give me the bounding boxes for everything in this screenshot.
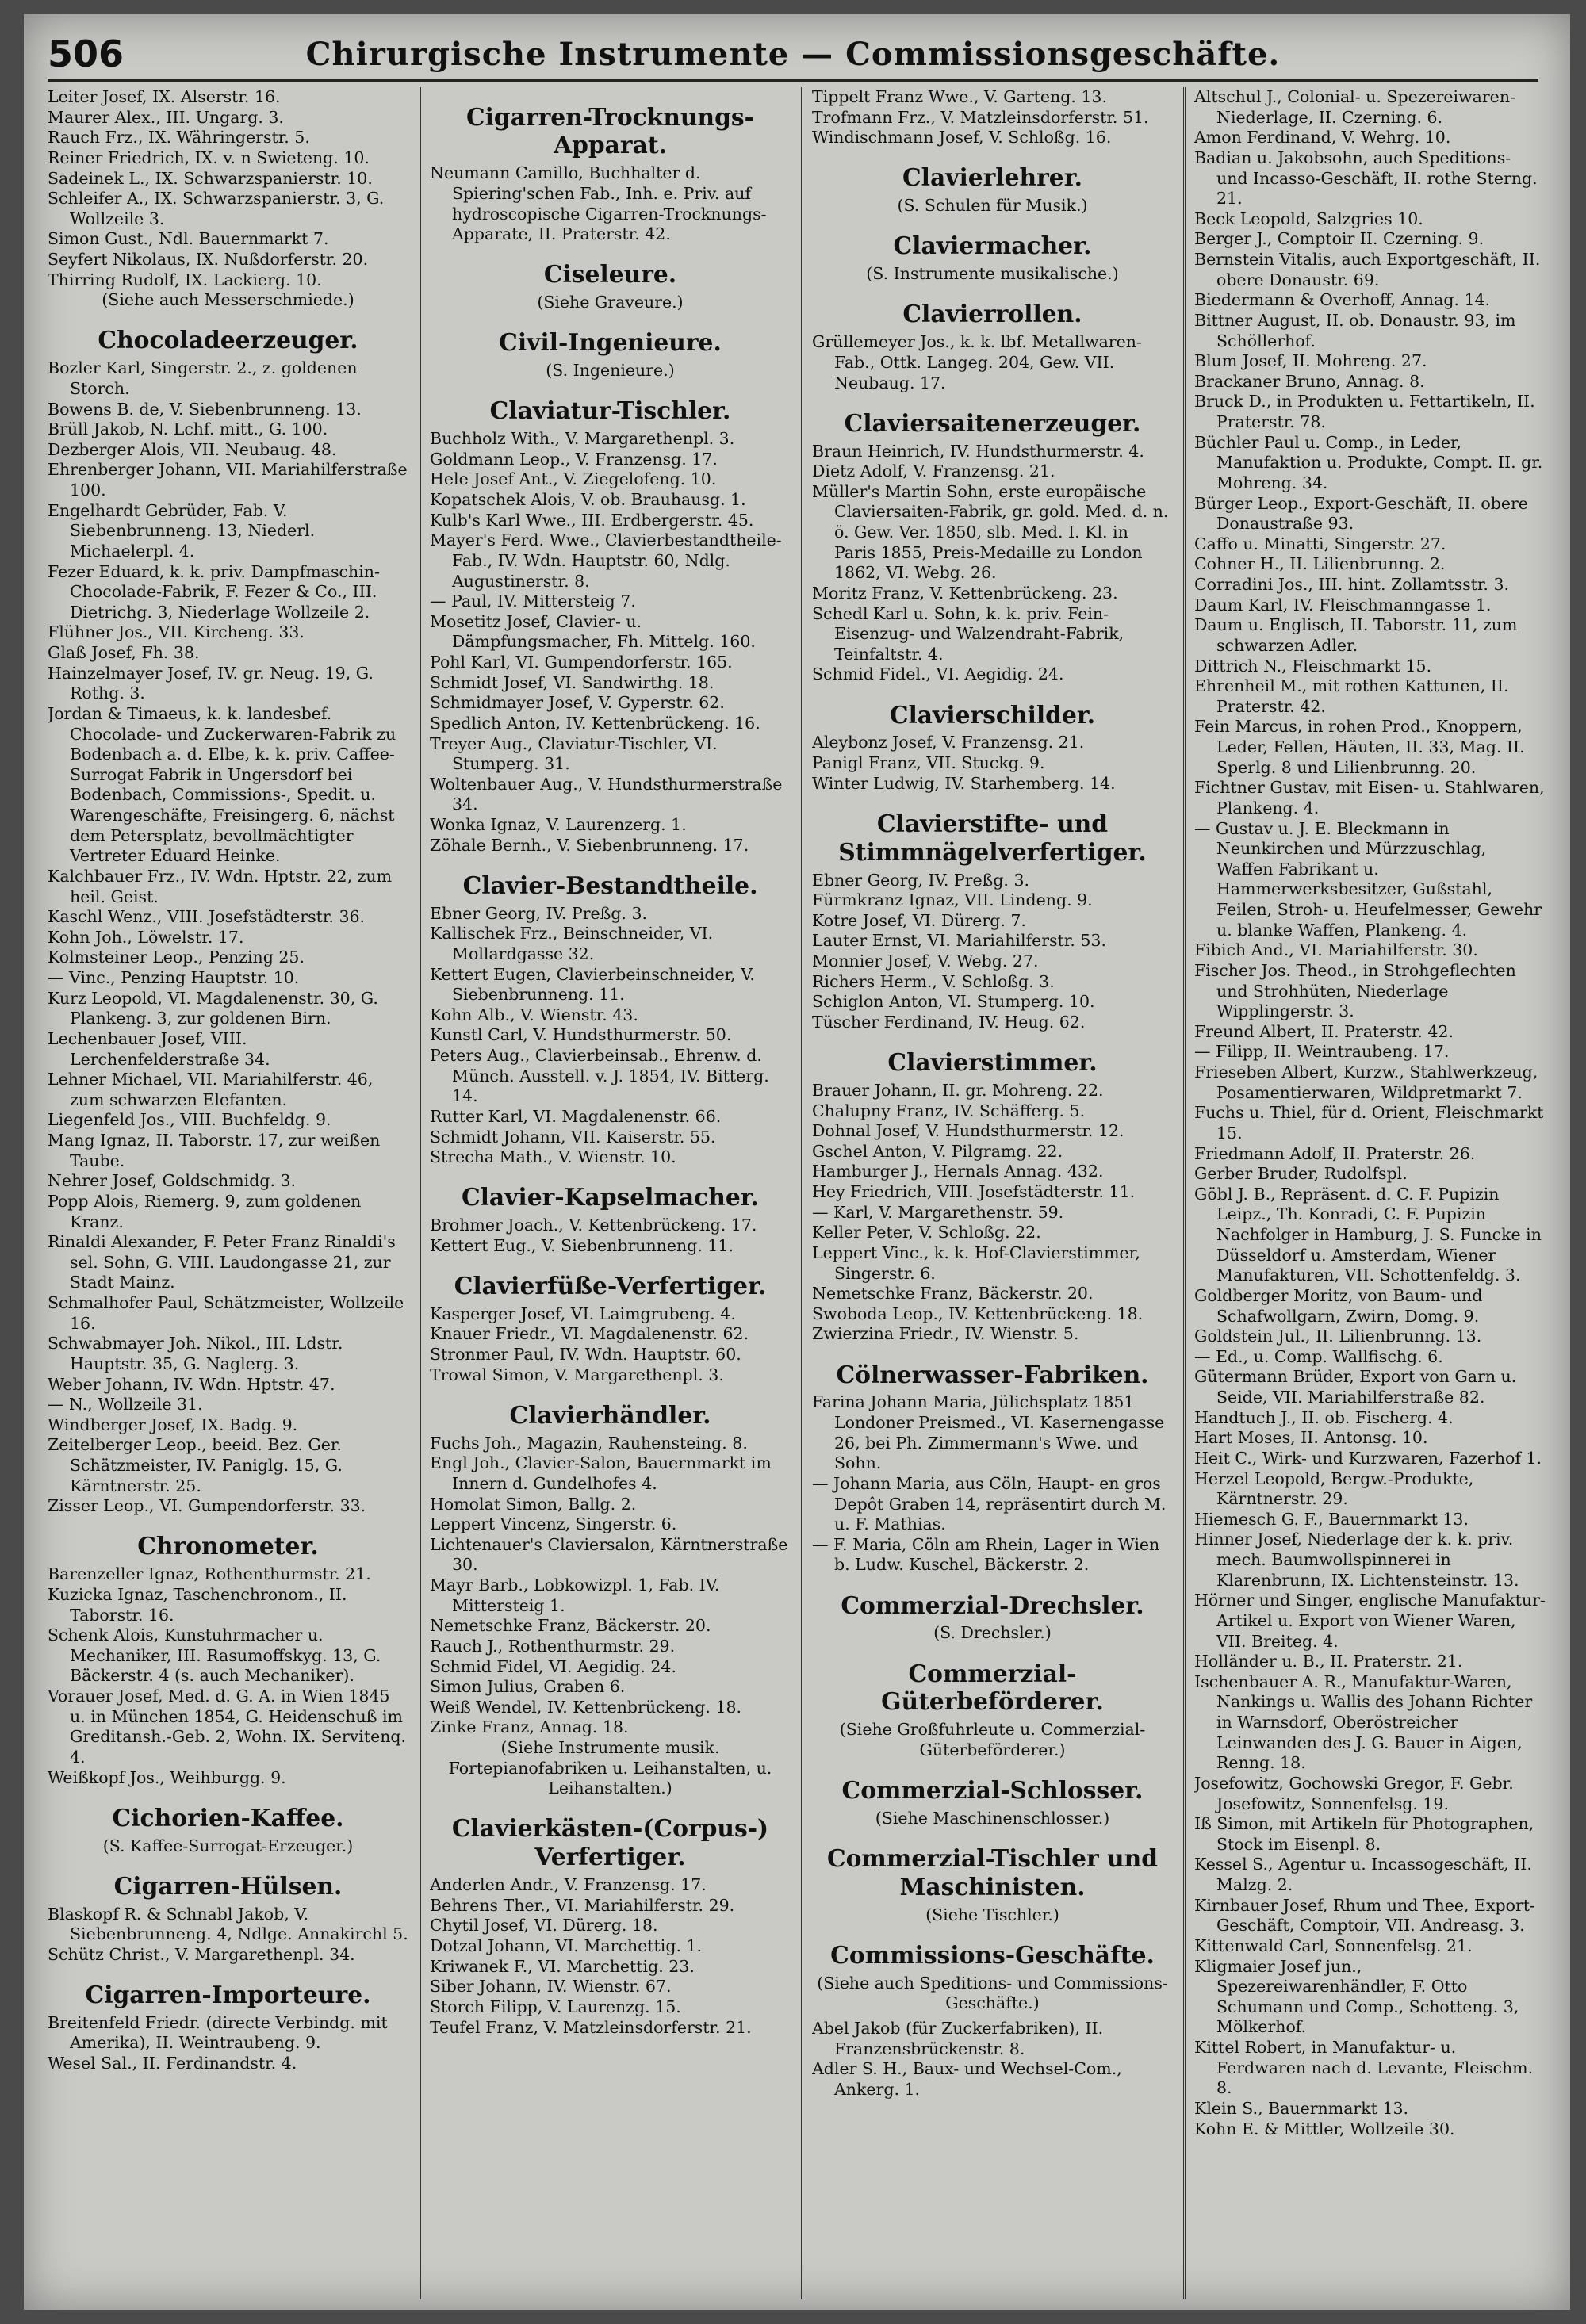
directory-entry: Göbl J. B., Repräsent. d. C. F. Pupizin Leipz., Th. Konradi, C. F. Pupizin Nachfolger in Hamburg, J. S. Funcke in Düsseldorf u. Amsterdam, Wiener Manufakturen, VII. Schottenfeldg. 3.	[1194, 1184, 1542, 1285]
section-heading: Claviatur-Tischler.	[489, 397, 731, 426]
directory-entry: Rinaldi Alexander, F. Peter Franz Rinaldi's sel. Sohn, G. VIII. Laudongasse 21, zur Stadt Mainz.	[48, 1232, 396, 1292]
directory-entry: Barenzeller Ignaz, Rothenthurmstr. 21.	[48, 1564, 371, 1584]
directory-entry: Kolmsteiner Leop., Penzing 25.	[48, 948, 305, 967]
directory-entry: Cohner H., II. Lilienbrunng. 2.	[1194, 554, 1446, 574]
section-heading: Clavierschilder.	[889, 701, 1096, 729]
section-heading: Ciseleure.	[543, 261, 677, 289]
column-2	[430, 87, 791, 2299]
directory-entry: Wesel Sal., II. Ferdinandstr. 4.	[48, 2054, 297, 2073]
directory-entry: Liegenfeld Jos., VIII. Buchfeldg. 9.	[48, 1110, 331, 1130]
directory-entry: Kirnbauer Josef, Rhum und Thee, Export-Geschäft, Comptoir, VII. Andreasg. 3.	[1194, 1895, 1535, 1935]
directory-entry: Schmidt Josef, VI. Sandwirthg. 18.	[430, 672, 714, 692]
cross-reference-note: (Siehe auch Messerschmiede.)	[102, 290, 354, 310]
page-number: 506	[48, 33, 125, 75]
directory-entry: Trowal Simon, V. Margarethenpl. 3.	[430, 1365, 724, 1384]
directory-entry: Bernstein Vitalis, auch Exportgeschäft, II. obere Donaustr. 69.	[1194, 250, 1541, 289]
columns-container	[48, 87, 1546, 2299]
directory-entry: Fibich And., VI. Mariahilferstr. 30.	[1194, 940, 1478, 960]
cross-reference-note: (S. Drechsler.)	[933, 1623, 1052, 1643]
directory-entry: Behrens Ther., VI. Mariahilferstr. 29.	[430, 1895, 735, 1915]
directory-entry: Dohnal Josef, V. Hundsthurmerstr. 12.	[812, 1121, 1124, 1141]
directory-entry: Weißkopf Jos., Weihburgg. 9.	[48, 1767, 286, 1787]
directory-entry: Hamburger J., Hernals Annag. 432.	[812, 1162, 1104, 1181]
directory-entry: Homolat Simon, Ballg. 2.	[430, 1494, 637, 1514]
section-heading: Cigarren-Trocknungs-Apparat.	[465, 103, 754, 160]
directory-entry: Nehrer Josef, Goldschmidg. 3.	[48, 1171, 297, 1191]
directory-entry: Fürmkranz Ignaz, VII. Lindeng. 9.	[812, 890, 1093, 910]
directory-entry: — N., Wollzeile 31.	[48, 1395, 203, 1415]
directory-entry: Hinner Josef, Niederlage der k. k. priv. mech. Baumwollspinnerei in Klarenbrunn, IX. Lichtensteinstr. 13.	[1194, 1530, 1519, 1590]
column-rule	[419, 87, 421, 2299]
directory-entry: Hart Moses, II. Antonsg. 10.	[1194, 1428, 1428, 1448]
directory-entry: Rutter Karl, VI. Magdalenenstr. 66.	[430, 1106, 722, 1126]
column-3	[812, 87, 1173, 2299]
section-heading: Clavierlehrer.	[902, 164, 1082, 193]
directory-entry: Fuchs Joh., Magazin, Rauhensteing. 8.	[430, 1433, 748, 1453]
directory-entry: Hainzelmayer Josef, IV. gr. Neug. 19, G. Rothg. 3.	[48, 663, 374, 703]
directory-entry: Treyer Aug., Claviatur-Tischler, VI. Stumperg. 31.	[430, 733, 718, 774]
directory-entry: Bowens B. de, V. Siebenbrunneng. 13.	[48, 399, 362, 419]
directory-entry: Nemetschke Franz, Bäckerstr. 20.	[812, 1284, 1094, 1304]
directory-entry: Blum Josef, II. Mohreng. 27.	[1194, 351, 1427, 371]
directory-entry: Dittrich N., Fleischmarkt 15.	[1194, 656, 1432, 676]
directory-entry: Kurz Leopold, VI. Magdalenenstr. 30, G. Plankeng. 3, zur goldenen Birn.	[48, 988, 378, 1028]
directory-entry: Heit C., Wirk- und Kurzwaren, Fazerhof 1.	[1194, 1448, 1542, 1468]
directory-entry: Anderlen Andr., V. Franzensg. 17.	[430, 1875, 707, 1895]
section-heading: Cigarren-Importeure.	[85, 1981, 371, 2009]
directory-entry: Pohl Karl, VI. Gumpendorferstr. 165.	[430, 653, 733, 672]
directory-entry: Corradini Jos., III. hint. Zollamtsstr. 3.	[1194, 575, 1510, 594]
directory-entry: Lechenbauer Josef, VIII. Lerchenfelderstraße 34.	[48, 1028, 270, 1069]
directory-entry: Hey Friedrich, VIII. Josefstädterstr. 11.	[812, 1182, 1136, 1201]
directory-entry: Seyfert Nikolaus, IX. Nußdorferstr. 20.	[48, 250, 369, 269]
directory-entry: Chalupny Franz, IV. Schäfferg. 5.	[812, 1101, 1086, 1120]
cross-reference-note: (S. Kaffee-Surrogat-Erzeuger.)	[102, 1836, 354, 1855]
directory-entry: Abel Jakob (für Zuckerfabriken), II. Franzensbrückenstr. 8.	[812, 2019, 1104, 2058]
cross-reference-note: (Siehe Graveure.)	[537, 293, 684, 312]
directory-entry: Winter Ludwig, IV. Starhemberg. 14.	[812, 773, 1116, 793]
directory-entry: Kasperger Josef, VI. Laimgrubeng. 4.	[430, 1304, 736, 1323]
directory-entry: Leppert Vinc., k. k. Hof-Clavierstimmer, Singerstr. 6.	[812, 1242, 1140, 1283]
directory-entry: Holländer u. B., II. Praterstr. 21.	[1194, 1652, 1463, 1671]
directory-entry: — Vinc., Penzing Hauptstr. 10.	[48, 968, 300, 987]
page-title: Chirurgische Instrumente — Commissionsgeschäfte.	[305, 35, 1281, 73]
section-heading: Clavier-Kapselmacher.	[461, 1184, 760, 1212]
directory-entry: Moritz Franz, V. Kettenbrückeng. 23.	[812, 583, 1118, 603]
directory-entry: Engelhardt Gebrüder, Fab. V. Siebenbrunneng. 13, Niederl. Michaelerpl. 4.	[48, 500, 316, 561]
cross-reference-note: (S. Ingenieure.)	[546, 361, 675, 381]
directory-entry: Kallischek Frz., Beinschneider, VI. Mollardgasse 32.	[430, 924, 714, 963]
directory-entry: Hörner und Singer, englische Manufaktur-Artikel u. Export von Wiener Waren, VII. Breiteg. 4.	[1194, 1591, 1546, 1651]
directory-entry: Brüll Jakob, N. Lchf. mitt., G. 100.	[48, 419, 328, 439]
directory-entry: Fischer Jos. Theod., in Strohgeflechten und Strohhüten, Niederlage Wipplingerstr. 3.	[1194, 960, 1516, 1021]
directory-entry: Schmalhofer Paul, Schätzmeister, Wollzeile 16.	[48, 1293, 404, 1333]
directory-entry: Bürger Leop., Export-Geschäft, II. obere Donaustraße 93.	[1194, 493, 1528, 534]
directory-entry: Weber Johann, IV. Wdn. Hptstr. 47.	[48, 1374, 335, 1394]
column-rule	[1183, 87, 1186, 2299]
directory-entry: Schmid Fidel, VI. Aegidig. 24.	[430, 1656, 676, 1676]
directory-entry: Peters Aug., Clavierbeinsab., Ehrenw. d. Münch. Ausstell. v. J. 1854, IV. Bitterg. 14.	[430, 1046, 769, 1106]
directory-entry: — Karl, V. Margarethenstr. 59.	[812, 1202, 1064, 1222]
section-heading: Commerzial-Schlosser.	[841, 1777, 1144, 1805]
directory-entry: Biedermann & Overhoff, Annag. 14.	[1194, 290, 1491, 310]
directory-entry: — Gustav u. J. E. Bleckmann in Neunkirchen und Mürzzuschlag, Waffen Fabrikant u. Hammerwerksbesitzer, Gußstahl, Feilen, Stroh- u. Heufelmesser, Gewehr u. blanke Waffen, Plankeng. 4.	[1194, 818, 1542, 940]
cross-reference-note: (Siehe Großfuhrleute u. Commerzial-Güterbeförderer.)	[839, 1720, 1146, 1759]
directory-entry: Fichtner Gustav, mit Eisen- u. Stahlwaren, Plankeng. 4.	[1194, 778, 1545, 817]
directory-entry: Iß Simon, mit Artikeln für Photographen, Stock im Eisenpl. 8.	[1194, 1814, 1534, 1854]
directory-entry: Kohn Joh., Löwelstr. 17.	[48, 927, 244, 947]
directory-entry: Adler S. H., Baux- und Wechsel-Com., Ankerg. 1.	[812, 2059, 1122, 2099]
section-heading: Clavierstimmer.	[887, 1049, 1098, 1077]
section-heading: Clavierkästen-(Corpus-) Verfertiger.	[451, 1815, 769, 1872]
directory-entry: Neumann Camillo, Buchhalter d. Spiering'schen Fab., Inh. e. Priv. auf hydroscopische Cigarren-Trocknungs-Apparate, II. Praterstr. 42.	[430, 163, 767, 244]
directory-entry: Müller's Martin Sohn, erste europäische Claviersaiten-Fabrik, gr. gold. Med. d. n. ö. Gew. Ver. 1850, slb. Med. I. Kl. in Paris 1855, Preis-Medaille zu London 1862, VI. Webg. 26.	[812, 481, 1169, 583]
directory-entry: Büchler Paul u. Comp., in Leder, Manufaktion u. Produkte, Compt. II. gr. Mohreng. 34.	[1194, 432, 1543, 492]
directory-entry: Kopatschek Alois, V. ob. Brauhausg. 1.	[430, 490, 746, 509]
directory-entry: Kittel Robert, in Manufaktur- u. Ferdwaren nach d. Levante, Fleischm. 8.	[1194, 2038, 1534, 2098]
directory-entry: Schwabmayer Joh. Nikol., III. Ldstr. Hauptstr. 35, G. Naglerg. 3.	[48, 1334, 343, 1373]
directory-entry: Zeitelberger Leop., beeid. Bez. Ger. Schätzmeister, IV. Paniglg. 15, G. Kärntnerstr. 25.	[48, 1435, 343, 1495]
directory-entry: Wonka Ignaz, V. Laurenzerg. 1.	[430, 815, 687, 834]
cross-reference-note: (Siehe Instrumente musik. Fortepianofabriken u. Leihanstalten, u. Leihanstalten.)	[448, 1738, 772, 1798]
directory-entry: Glaß Josef, Fh. 38.	[48, 643, 200, 662]
directory-entry: Altschul J., Colonial- u. Spezereiwaren-Niederlage, II. Czerning. 6.	[1194, 87, 1515, 127]
directory-entry: Rauch J., Rothenthurmstr. 29.	[430, 1636, 676, 1656]
directory-entry: Beck Leopold, Salzgries 10.	[1194, 209, 1423, 228]
section-heading: Claviermacher.	[893, 232, 1092, 261]
directory-entry: Simon Julius, Graben 6.	[430, 1677, 626, 1697]
section-heading: Clavier-Bestandtheile.	[462, 871, 758, 900]
directory-entry: Aleybonz Josef, V. Franzensg. 21.	[812, 733, 1085, 752]
directory-entry: Schleifer A., IX. Schwarzspanierstr. 3, G. Wollzeile 3.	[48, 189, 385, 228]
directory-entry: Kessel S., Agentur u. Incassogeschäft, II. Malzg. 2.	[1194, 1855, 1532, 1894]
directory-entry: Braun Heinrich, IV. Hundsthurmerstr. 4.	[812, 441, 1144, 461]
section-heading: Cichorien-Kaffee.	[112, 1804, 344, 1832]
directory-entry: Rauch Frz., IX. Währingerstr. 5.	[48, 128, 310, 147]
directory-entry: — F. Maria, Cöln am Rhein, Lager in Wien b. Ludw. Kuschel, Bäckerstr. 2.	[812, 1534, 1160, 1575]
directory-entry: Grüllemeyer Jos., k. k. lbf. Metallwaren-Fab., Ottk. Langeg. 204, Gew. VII. Neubaug. 17.	[812, 332, 1142, 392]
directory-entry: — Johann Maria, aus Cöln, Haupt- en gros Depôt Graben 14, repräsentirt durch M. u. F. Mathias.	[812, 1473, 1167, 1534]
directory-entry: — Filipp, II. Weintraubeng. 17.	[1194, 1042, 1450, 1062]
directory-entry: Bittner August, II. ob. Donaustr. 93, im Schöllerhof.	[1194, 310, 1516, 350]
directory-entry: Thirring Rudolf, IX. Lackierg. 10.	[48, 270, 322, 289]
section-heading: Chronometer.	[137, 1533, 319, 1561]
directory-entry: Strecha Math., V. Wienstr. 10.	[430, 1147, 676, 1167]
directory-entry: Lehner Michael, VII. Mariahilferstr. 46, zum schwarzen Elefanten.	[48, 1070, 374, 1109]
directory-entry: Kettert Eug., V. Siebenbrunneng. 11.	[430, 1235, 734, 1255]
directory-entry: Swoboda Leop., IV. Kettenbrückeng. 18.	[812, 1304, 1144, 1323]
directory-entry: Kaschl Wenz., VIII. Josefstädterstr. 36.	[48, 907, 366, 927]
section-heading: Clavierhändler.	[509, 1401, 711, 1430]
directory-entry: Schmidt Johann, VII. Kaiserstr. 55.	[430, 1127, 716, 1147]
directory-entry: Zwierzina Friedr., IV. Wienstr. 5.	[812, 1324, 1079, 1344]
directory-entry: Kriwanek F., VI. Marchettig. 23.	[430, 1956, 695, 1976]
directory-entry: Schiglon Anton, VI. Stumperg. 10.	[812, 992, 1095, 1012]
directory-entry: Zöhale Bernh., V. Siebenbrunneng. 17.	[430, 835, 749, 855]
directory-entry: Keller Peter, V. Schloßg. 22.	[812, 1223, 1041, 1242]
directory-entry: Gütermann Brüder, Export von Garn u. Seide, VII. Mariahilferstraße 82.	[1194, 1367, 1517, 1407]
column-rule	[801, 87, 803, 2299]
directory-entry: Reiner Friedrich, IX. v. n Swieteng. 10.	[48, 147, 370, 167]
directory-entry: Ebner Georg, IV. Preßg. 3.	[430, 903, 648, 923]
directory-entry: Flühner Jos., VII. Kircheng. 33.	[48, 622, 305, 642]
directory-entry: Zinke Franz, Annag. 18.	[430, 1717, 629, 1737]
directory-entry: Teufel Franz, V. Matzleinsdorferstr. 21.	[430, 2017, 752, 2037]
directory-entry: Schmid Fidel., VI. Aegidig. 24.	[812, 664, 1064, 684]
directory-entry: Jordan & Timaeus, k. k. landesbef. Chocolade- und Zuckerwaren-Fabrik zu Bodenbach a. d. Elbe, k. k. priv. Caffee-Surrogat Fabrik in Ungersdorf bei Bodenbach, Commissions-, Spedit. u. Warengeschäfte, Freisingerg. 6, nächst dem Petersplatz, bevollmächtigter Vertreter Eduard Heinke.	[48, 703, 396, 866]
directory-entry: Spedlich Anton, IV. Kettenbrückeng. 16.	[430, 713, 760, 733]
directory-entry: Herzel Leopold, Bergw.-Produkte, Kärntnerstr. 29.	[1194, 1468, 1474, 1509]
directory-entry: Daum Karl, IV. Fleischmanngasse 1.	[1194, 595, 1492, 615]
section-heading: Clavierrollen.	[902, 301, 1082, 329]
directory-entry: Berger J., Comptoir II. Czerning. 9.	[1194, 229, 1484, 249]
directory-entry: Handtuch J., II. ob. Fischerg. 4.	[1194, 1407, 1454, 1427]
directory-entry: Ehrenberger Johann, VII. Mariahilferstraße 100.	[48, 460, 408, 500]
column-1	[48, 87, 408, 2299]
directory-entry: Kuzicka Ignaz, Taschenchronom., II. Taborstr. 16.	[48, 1584, 347, 1625]
directory-entry: Sadeinek L., IX. Schwarzspanierstr. 10.	[48, 168, 373, 188]
directory-entry: Caffo u. Minatti, Singerstr. 27.	[1194, 534, 1446, 553]
directory-entry: Kunstl Carl, V. Hundsthurmerstr. 50.	[430, 1025, 732, 1045]
section-heading: Cigarren-Hülsen.	[113, 1872, 343, 1901]
directory-page	[24, 14, 1570, 2310]
section-heading: Commerzial-Drechsler.	[841, 1591, 1144, 1620]
directory-entry: Storch Filipp, V. Laurenzg. 15.	[430, 1997, 681, 2016]
directory-entry: Tippelt Franz Wwe., V. Garteng. 13.	[812, 87, 1107, 106]
directory-entry: Gerber Bruder, Rudolfspl.	[1194, 1164, 1408, 1184]
directory-entry: Trofmann Frz., V. Matzleinsdorferstr. 51.	[812, 107, 1149, 127]
cross-reference-note: (Siehe Maschinenschlosser.)	[875, 1808, 1110, 1828]
directory-entry: Bozler Karl, Singerstr. 2., z. goldenen Storch.	[48, 358, 358, 398]
directory-entry: Stronmer Paul, IV. Wdn. Hauptstr. 60.	[430, 1345, 741, 1364]
section-heading: Claviersaitenerzeuger.	[844, 409, 1141, 438]
directory-entry: Kettert Eugen, Clavierbeinschneider, V. Siebenbrunneng. 11.	[430, 964, 755, 1005]
directory-entry: Kulb's Karl Wwe., III. Erdbergerstr. 45.	[430, 510, 754, 530]
cross-reference-note: (S. Schulen für Musik.)	[897, 196, 1088, 216]
section-heading: Clavierstifte- und Stimmnägelverfertiger.	[838, 810, 1147, 867]
directory-entry: Klein S., Bauernmarkt 13.	[1194, 2098, 1409, 2118]
directory-entry: Simon Gust., Ndl. Bauernmarkt 7.	[48, 229, 329, 249]
column-4	[1194, 87, 1546, 2299]
directory-entry: Zisser Leop., VI. Gumpendorferstr. 33.	[48, 1496, 366, 1516]
directory-entry: Breitenfeld Friedr. (directe Verbindg. mit Amerika), II. Weintraubeng. 9.	[48, 2012, 388, 2053]
directory-entry: Frieseben Albert, Kurzw., Stahlwerkzeug, Posamentierwaren, Wildpretmarkt 7.	[1194, 1062, 1538, 1102]
directory-entry: Woltenbauer Aug., V. Hundsthurmerstraße 34.	[430, 774, 783, 814]
directory-entry: Kotre Josef, VI. Dürerg. 7.	[812, 910, 1026, 930]
directory-entry: Farina Johann Maria, Jülichsplatz 1851 Londoner Preismed., VI. Kasernengasse 26, bei Ph. Zimmermann's Wwe. und Sohn.	[812, 1392, 1165, 1473]
directory-entry: Vorauer Josef, Med. d. G. A. in Wien 1845 u. in München 1854, G. Heidenschuß im Greditansh.-Geb. 2, Wohn. IX. Servitenq. 4.	[48, 1687, 407, 1767]
directory-entry: Goldberger Moritz, von Baum- und Schafwollgarn, Zwirn, Domg. 9.	[1194, 1285, 1483, 1326]
directory-entry: Mayr Barb., Lobkowizpl. 1, Fab. IV. Mittersteig 1.	[430, 1575, 720, 1615]
directory-entry: Chytil Josef, VI. Dürerg. 18.	[430, 1916, 658, 1935]
directory-entry: Hele Josef Ant., V. Ziegelofeng. 10.	[430, 469, 717, 489]
directory-entry: Daum u. Englisch, II. Taborstr. 11, zum schwarzen Adler.	[1194, 615, 1518, 655]
directory-entry: Dezberger Alois, VII. Neubaug. 48.	[48, 439, 337, 459]
directory-entry: Leppert Vincenz, Singerstr. 6.	[430, 1514, 677, 1534]
directory-entry: Mang Ignaz, II. Taborstr. 17, zur weißen Taube.	[48, 1131, 381, 1170]
directory-entry: Richers Herm., V. Schloßg. 3.	[812, 971, 1055, 991]
directory-entry: Blaskopf R. & Schnabl Jakob, V. Siebenbrunneng. 4, Ndlge. Annakirchl 5.	[48, 1904, 408, 1944]
directory-entry: Schmidmayer Josef, V. Gyperstr. 62.	[430, 693, 725, 713]
directory-entry: Windberger Josef, IX. Badg. 9.	[48, 1415, 298, 1434]
section-heading: Cölnerwasser-Fabriken.	[836, 1361, 1149, 1389]
section-heading: Chocoladeerzeuger.	[98, 327, 358, 355]
directory-entry: Mosetitz Josef, Clavier- u. Dämpfungsmacher, Fh. Mittelg. 160.	[430, 611, 756, 652]
directory-entry: — Paul, IV. Mittersteig 7.	[430, 592, 636, 611]
directory-entry: Friedmann Adolf, II. Praterstr. 26.	[1194, 1143, 1476, 1163]
directory-entry: Dietz Adolf, V. Franzensg. 21.	[812, 461, 1055, 481]
directory-entry: Ebner Georg, IV. Preßg. 3.	[812, 870, 1030, 890]
directory-entry: Schedl Karl u. Sohn, k. k. priv. Fein-Eisenzug- und Walzendraht-Fabrik, Teinfaltstr. 4.	[812, 603, 1124, 664]
page-header	[48, 29, 1538, 82]
directory-entry: Brauer Johann, II. gr. Mohreng. 22.	[812, 1080, 1104, 1100]
directory-entry: Goldmann Leop., V. Franzensg. 17.	[430, 449, 718, 469]
section-heading: Commerzial-Güterbeförderer.	[881, 1660, 1104, 1717]
directory-entry: Buchholz With., V. Margarethenpl. 3.	[430, 429, 735, 449]
directory-entry: Kittenwald Carl, Sonnenfelsg. 21.	[1194, 1935, 1473, 1955]
directory-entry: Nemetschke Franz, Bäckerstr. 20.	[430, 1616, 711, 1636]
directory-entry: Engl Joh., Clavier-Salon, Bauernmarkt im Innern d. Gundelhofes 4.	[430, 1453, 772, 1493]
directory-entry: Lauter Ernst, VI. Mariahilferstr. 53.	[812, 931, 1106, 951]
directory-entry: — Ed., u. Comp. Wallfischg. 6.	[1194, 1346, 1443, 1366]
section-heading: Commissions-Geschäfte.	[830, 1941, 1155, 1970]
directory-entry: Leiter Josef, IX. Alserstr. 16.	[48, 87, 281, 106]
directory-entry: Mayer's Ferd. Wwe., Clavierbestandtheile-Fab., IV. Wdn. Hauptstr. 60, Ndlg. Augustinerstr. 8.	[430, 530, 782, 591]
cross-reference-note: (Siehe Tischler.)	[925, 1905, 1059, 1924]
directory-entry: Kligmaier Josef jun., Spezereiwarenhändler, F. Otto Schumann und Comp., Schotteng. 3, Mölkerhof.	[1194, 1956, 1519, 2037]
cross-reference-note: (S. Instrumente musikalische.)	[866, 264, 1119, 284]
directory-entry: Lichtenauer's Claviersalon, Kärntnerstraße 30.	[430, 1534, 788, 1575]
directory-entry: Schütz Christ., V. Margarethenpl. 34.	[48, 1944, 355, 1964]
directory-entry: Knauer Friedr., VI. Magdalenenstr. 62.	[430, 1324, 749, 1344]
directory-entry: Ehrenheil M., mit rothen Kattunen, II. Praterstr. 42.	[1194, 676, 1509, 716]
directory-entry: Panigl Franz, VII. Stuckg. 9.	[812, 753, 1045, 772]
directory-entry: Maurer Alex., III. Ungarg. 3.	[48, 107, 284, 127]
directory-entry: Goldstein Jul., II. Lilienbrunng. 13.	[1194, 1327, 1482, 1346]
section-heading: Clavierfüße-Verfertiger.	[454, 1272, 767, 1300]
directory-entry: Freund Albert, II. Praterstr. 42.	[1194, 1021, 1454, 1041]
directory-entry: Popp Alois, Riemerg. 9, zum goldenen Kranz.	[48, 1191, 362, 1231]
directory-entry: Dotzal Johann, VI. Marchettig. 1.	[430, 1936, 703, 1955]
directory-entry: Weiß Wendel, IV. Kettenbrückeng. 18.	[430, 1697, 742, 1717]
directory-entry: Monnier Josef, V. Webg. 27.	[812, 951, 1039, 971]
directory-entry: Ischenbauer A. R., Manufaktur-Waren, Nankings u. Wallis des Johann Richter in Warnsdorf, Oberöstreicher Leinwanden des J. G. Bauer in Aigen, Renng. 18.	[1194, 1671, 1533, 1773]
directory-entry: Badian u. Jakobsohn, auch Speditions- und Incasso-Geschäft, II. rothe Sterng. 21.	[1194, 147, 1538, 209]
directory-entry: Siber Johann, IV. Wienstr. 67.	[430, 1977, 672, 1997]
directory-entry: Tüscher Ferdinand, IV. Heug. 62.	[812, 1012, 1086, 1032]
directory-entry: Kohn Alb., V. Wienstr. 43.	[430, 1005, 638, 1024]
cross-reference-note: (Siehe auch Speditions- und Commissions-Geschäfte.)	[817, 1973, 1168, 2013]
directory-entry: Brohmer Joach., V. Kettenbrückeng. 17.	[430, 1216, 757, 1235]
directory-entry: Windischmann Josef, V. Schloßg. 16.	[812, 128, 1112, 147]
directory-entry: Kohn E. & Mittler, Wollzeile 30.	[1194, 2119, 1455, 2138]
section-heading: Commerzial-Tischler und Maschinisten.	[826, 1845, 1159, 1901]
directory-entry: Schenk Alois, Kunstuhrmacher u. Mechaniker, III. Rasumoffskyg. 13, G. Bäckerstr. 4 (s. auch Mechaniker).	[48, 1625, 381, 1686]
section-heading: Civil-Ingenieure.	[499, 329, 722, 358]
directory-entry: Kalchbauer Frz., IV. Wdn. Hptstr. 22, zum heil. Geist.	[48, 866, 393, 906]
directory-entry: Brackaner Bruno, Annag. 8.	[1194, 371, 1425, 391]
directory-entry: Fuchs u. Thiel, für d. Orient, Fleischmarkt 15.	[1194, 1103, 1544, 1143]
directory-entry: Fezer Eduard, k. k. priv. Dampfmaschin-Chocolade-Fabrik, F. Fezer & Co., III. Dietrichg. 3, Niederlage Wollzeile 2.	[48, 561, 380, 622]
directory-entry: Amon Ferdinand, V. Wehrg. 10.	[1194, 128, 1451, 147]
directory-entry: Fein Marcus, in rohen Prod., Knoppern, Leder, Fellen, Häuten, II. 33, Mag. II. Sperlg. 8 und Lilienbrunng. 20.	[1194, 717, 1525, 777]
directory-entry: Hiemesch G. F., Bauernmarkt 13.	[1194, 1509, 1469, 1529]
directory-entry: Bruck D., in Produkten u. Fettartikeln, II. Praterstr. 78.	[1194, 392, 1535, 431]
directory-entry: Josefowitz, Gochowski Gregor, F. Gebr. Josefowitz, Sonnenfelsg. 19.	[1194, 1773, 1514, 1813]
directory-entry: Gschel Anton, V. Pilgramg. 22.	[812, 1141, 1063, 1161]
